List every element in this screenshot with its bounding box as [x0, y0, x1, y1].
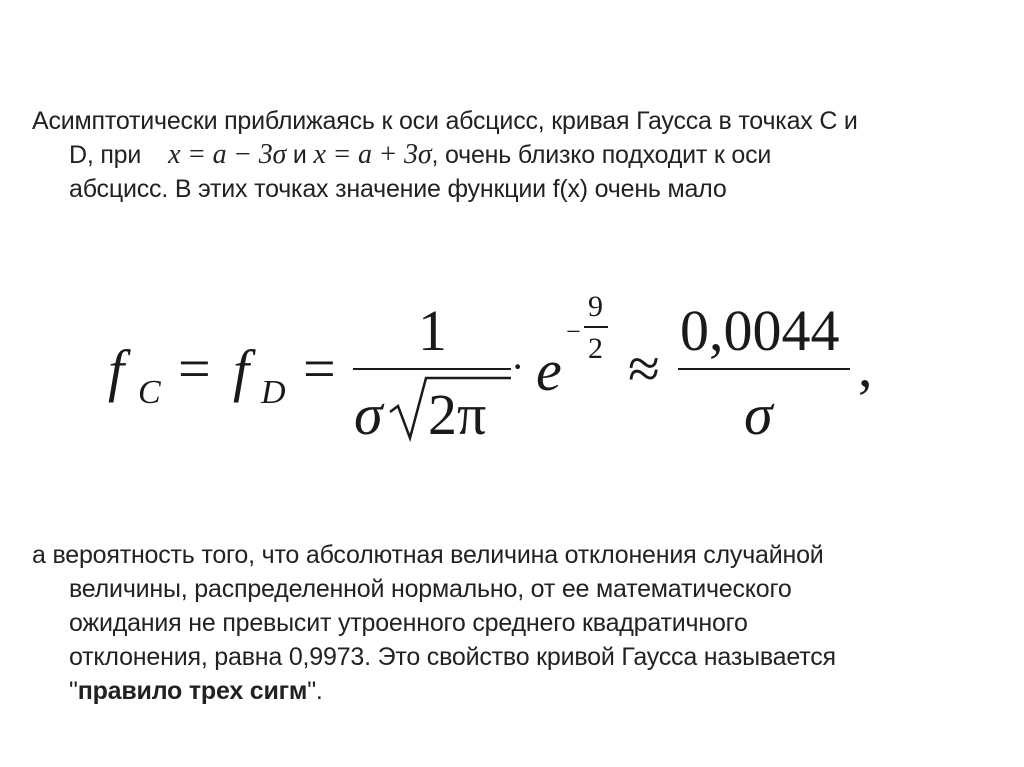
formula-comma: , [858, 334, 873, 399]
exponent-fraction-bar [584, 326, 608, 328]
denominator-root-2pi: 2π [428, 382, 487, 447]
rhs-numerator: 0,0044 [680, 298, 840, 363]
intro-line-2-end: , очень близко подходит к оси [431, 141, 772, 169]
formula-f1: f [108, 338, 125, 403]
three-sigma-rule: правило трех сигм [77, 677, 308, 705]
fraction-numerator-one: 1 [418, 298, 447, 363]
formula-f2: f [233, 338, 250, 403]
quote-open: " [69, 677, 78, 705]
fraction-bar-2 [678, 368, 850, 370]
conclusion-line-1: а вероятность того, что абсолютная величина отклонения случайной [32, 541, 824, 569]
formula-dot: · [511, 344, 525, 389]
formula-equals-1: = [178, 336, 211, 401]
quote-close: ". [307, 677, 323, 705]
rhs-denominator-sigma: σ [744, 382, 773, 447]
conclusion-line-2: величины, распределенной нормально, от ее математического [69, 575, 792, 603]
formula-equals-2: = [303, 336, 336, 401]
exponent-denominator: 2 [588, 332, 603, 365]
expression-x-minus-3sigma: x = a − 3σ [168, 139, 287, 170]
conclusion-line-4: отклонения, равна 0,9973. Это свойство кривой Гаусса называется [69, 643, 836, 671]
fraction-bar-1 [353, 368, 511, 370]
intro-paragraph [32, 104, 1012, 206]
intro-line-3: абсцисс. В этих точках значение функции f(x) очень мало [69, 175, 727, 203]
conclusion-line-5 [32, 674, 1012, 708]
formula-approx: ≈ [628, 336, 660, 401]
formula-e: e [536, 338, 562, 403]
conclusion-line-3: ожидания не превысит утроенного среднего квадратичного [69, 609, 748, 637]
intro-line-1: Асимптотически приближаясь к оси абсцисс, кривая Гаусса в точках C и [32, 107, 858, 135]
formula-sub-d: D [261, 374, 286, 411]
intro-line-2 [32, 138, 1012, 172]
denominator-sigma: σ [354, 382, 383, 447]
conclusion-paragraph [32, 538, 1012, 708]
gauss-formula [108, 290, 908, 450]
and-word: и [292, 141, 307, 169]
exponent-minus: − [566, 317, 581, 346]
exponent-numerator: 9 [588, 290, 603, 323]
intro-line-2-start: D, при [69, 141, 142, 169]
formula-sub-c: C [138, 374, 161, 411]
expression-x-plus-3sigma: x = a + 3σ [313, 139, 432, 170]
